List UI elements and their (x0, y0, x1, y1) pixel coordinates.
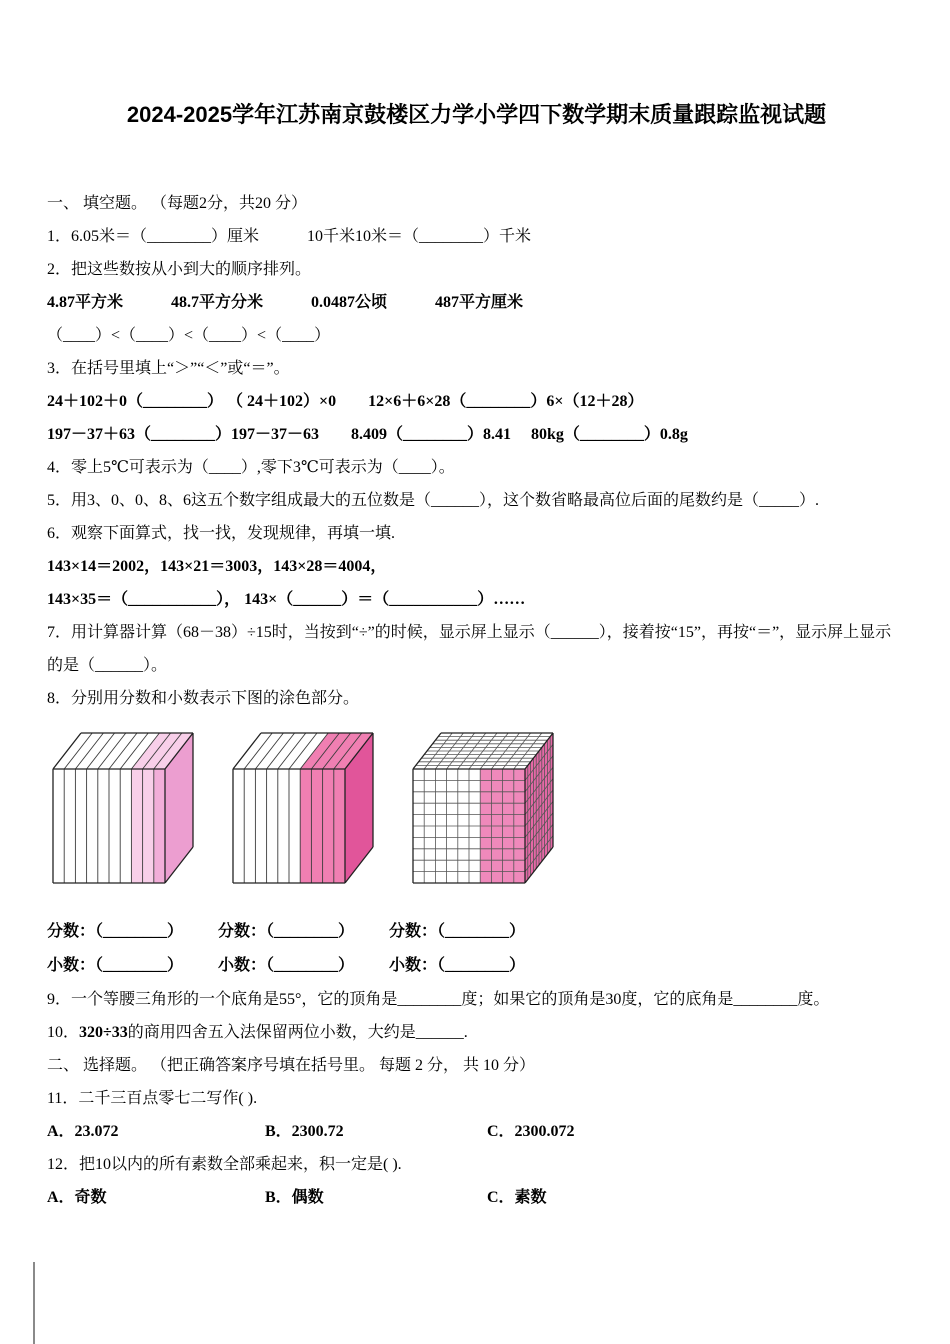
fraction-blank-1: 分数：（________） (47, 923, 184, 940)
question-10-number: 320÷33 (79, 1024, 128, 1041)
page-title: 2024-2025学年江苏南京鼓楼区力学小学四下数学期末质量跟踪监视试题 (126, 102, 827, 127)
option-12-b: B．偶数 (265, 1189, 324, 1206)
question-5: 5．用3、0、0、8、6这五个数字组成最大的五位数是（______），这个数省略最高位后面的尾数约是（_____）. (47, 492, 820, 509)
question-7: 7．用计算器计算（68－38）÷15时，当按到“÷”的时候，显示屏上显示（______），接着按“15”，再按“＝”，显示屏上显示的是（______）。 (47, 624, 892, 674)
question-10-suffix: 的商用四舍五入法保留两位小数，大约是______. (127, 1024, 468, 1041)
question-6: 6．观察下面算式，找一找，发现规律，再填一填. (47, 525, 396, 542)
question-8: 8．分别用分数和小数表示下图的涂色部分。 (47, 690, 360, 707)
question-3-row2: 197－37＋63（________）197－37－63 8.409（________）8.41 80kg（________）0.8g (47, 426, 688, 443)
section1-heading: 一、 填空题。 （每题2分，共20 分） (47, 195, 308, 212)
option-12-c: C．素数 (487, 1189, 547, 1206)
question-1: 1．6.05米＝（________）厘米 10千米10米＝（________）千米 (47, 228, 532, 245)
question-3: 3．在括号里填上“＞”“＜”或“＝”。 (47, 360, 290, 377)
fraction-blank-3: 分数：（________） (389, 923, 526, 940)
section2-heading: 二、 选择题。 （把正确答案序号填在括号里。 每题 2 分， 共 10 分） (47, 1057, 536, 1074)
question-10-prefix: 10． (47, 1024, 80, 1041)
question-2-order-blanks: （____）<（____）<（____）<（____） (47, 327, 331, 344)
shaded-cube-diagrams (47, 727, 906, 891)
question-12-options (47, 1181, 906, 1214)
question-11: 11．二千三百点零七二写作( ). (47, 1090, 258, 1107)
decimal-blank-3: 小数：（________） (389, 957, 526, 974)
cube-diagram-hundredths (407, 727, 559, 891)
question-11-options (47, 1115, 906, 1148)
question-6-row2: 143×35＝（___________）， 143×（______）＝（___________）…… (47, 591, 526, 608)
decimal-answer-row (47, 949, 906, 983)
question-2-numbers: 4.87平方米 48.7平方分米 0.0487公顷 487平方厘米 (47, 294, 524, 311)
option-11-c: C．2300.072 (487, 1123, 575, 1140)
question-10 (47, 1016, 906, 1049)
question-3-row1: 24＋102＋0（________） （ 24＋102）×0 12×6＋6×28（________）6×（12＋28） (47, 393, 644, 410)
page-edge-mark (33, 1262, 35, 1344)
question-6-row1: 143×14＝2002，143×21＝3003，143×28＝4004， (47, 558, 387, 575)
question-2: 2．把这些数按从小到大的顺序排列。 (47, 261, 312, 278)
decimal-blank-2: 小数：（________） (218, 957, 355, 974)
question-4: 4．零上5℃可表示为（____）,零下3℃可表示为（____）。 (47, 459, 455, 476)
decimal-blank-1: 小数：（________） (47, 957, 184, 974)
fraction-answer-row (47, 915, 906, 949)
option-11-b: B．2300.72 (265, 1123, 344, 1140)
option-12-a: A．奇数 (47, 1189, 107, 1206)
question-12: 12．把10以内的所有素数全部乘起来，积一定是( ). (47, 1156, 402, 1173)
option-11-a: A．23.072 (47, 1123, 119, 1140)
cube-diagram-tenths-pale (47, 727, 199, 891)
question-9: 9．一个等腰三角形的一个底角是55°，它的顶角是________度；如果它的顶角是30度，它的底角是________度。 (47, 991, 830, 1008)
cube-diagram-tenths-rose (227, 727, 379, 891)
fraction-blank-2: 分数：（________） (218, 923, 355, 940)
